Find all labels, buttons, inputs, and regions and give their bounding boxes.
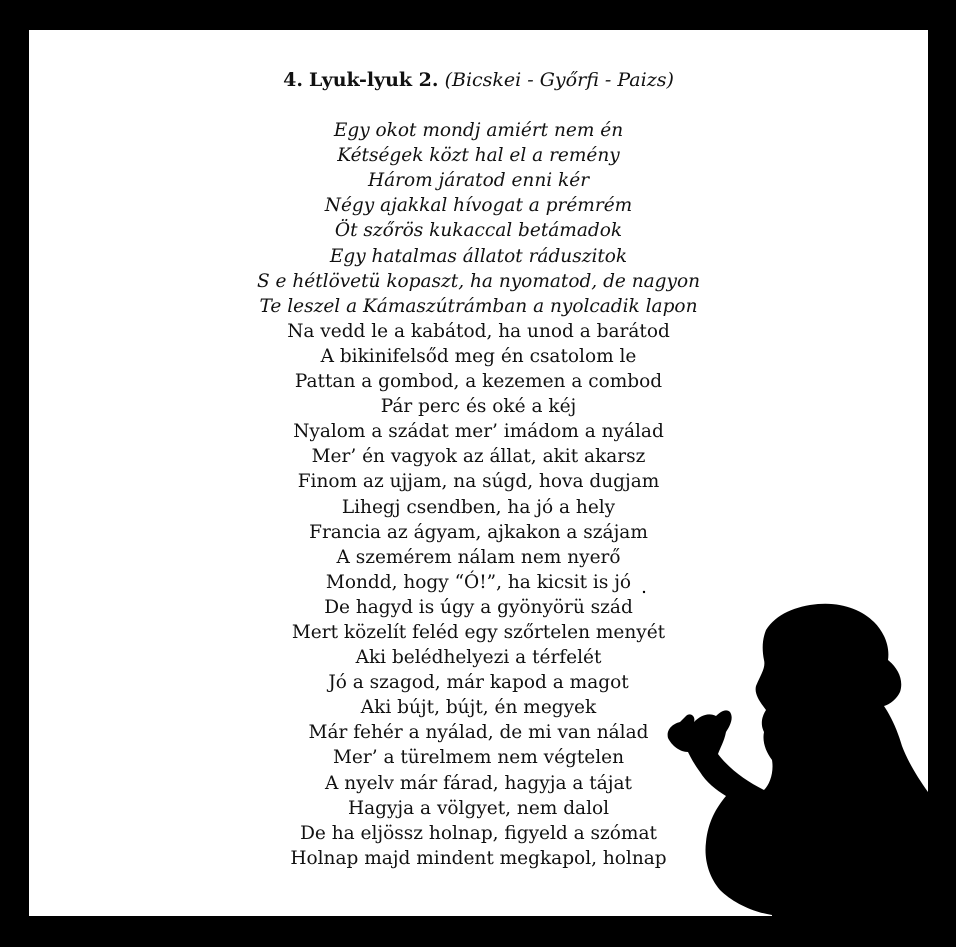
lyric-line: Egy hatalmas állatot ráduszitok	[329, 245, 628, 267]
lyric-line: Egy okot mondj amiért nem én	[333, 120, 624, 142]
lyric-line: Öt szőrös kukaccal betámadok	[334, 220, 623, 242]
lyric-line: Nyalom a szádat mer’ imádom a nyálad	[293, 421, 664, 443]
lyrics-lines	[29, 118, 928, 871]
lyric-line: De hagyd is úgy a gyönyörü szád	[324, 596, 633, 618]
lyric-line: Hagyja a völgyet, nem dalol	[347, 797, 610, 819]
lyric-line: S e hétlövetü kopaszt, ha nyomatod, de nagyon	[256, 270, 701, 292]
lyric-line: Jó a szagod, már kapod a magot	[328, 672, 629, 694]
lyric-line: A szemérem nálam nem nyerő	[336, 546, 621, 568]
lyric-line: Holnap majd mindent megkapol, holnap	[290, 847, 667, 869]
lyric-line: Mer’ a türelmem nem végtelen	[332, 747, 625, 769]
lyric-line: Francia az ágyam, ajkakon a szájam	[309, 521, 648, 543]
lyric-line: A bikinifelsőd meg én csatolom le	[320, 345, 637, 367]
lyric-line: A nyelv már fárad, hagyja a tájat	[325, 772, 632, 794]
lyric-line: Pattan a gombod, a kezemen a combod	[294, 371, 663, 393]
song-name: Lyuk-lyuk 2.	[309, 69, 439, 91]
lyric-line: Mondd, hogy “Ó!”, ha kicsit is jó	[325, 571, 632, 593]
lyric-line: Te leszel a Kámaszútrámban a nyolcadik lapon	[259, 295, 698, 317]
lyric-line: Kétségek közt hal el a remény	[337, 145, 620, 167]
lyric-line: Mert közelít feléd egy szőrtelen menyét	[291, 621, 666, 643]
lyrics-page	[29, 30, 928, 916]
lyric-line: Mer’ én vagyok az állat, akit akarsz	[311, 446, 646, 468]
lyric-line: Na vedd le a kabátod, ha unod a barátod	[287, 320, 670, 342]
song-authors: (Bicskei - Győrfi - Paizs)	[444, 69, 674, 91]
song-title	[29, 68, 928, 93]
lyric-line: Aki belédhelyezi a térfelét	[355, 647, 602, 669]
lyric-line: Három járatod enni kér	[367, 170, 590, 192]
lyrics-content	[29, 68, 928, 871]
lyric-line: Már fehér a nyálad, de mi van nálad	[308, 722, 649, 744]
lyric-line: Lihegj csendben, ha jó a hely	[341, 496, 616, 518]
lyric-line: Aki bújt, bújt, én megyek	[360, 697, 597, 719]
song-number: 4.	[283, 69, 303, 91]
lyric-line: Finom az ujjam, na súgd, hova dugjam	[297, 471, 660, 493]
lyric-line: Pár perc és oké a kéj	[380, 396, 577, 418]
lyric-line: De ha eljössz holnap, figyeld a szómat	[300, 822, 657, 844]
lyric-line: Négy ajakkal hívogat a prémrém	[324, 195, 633, 217]
